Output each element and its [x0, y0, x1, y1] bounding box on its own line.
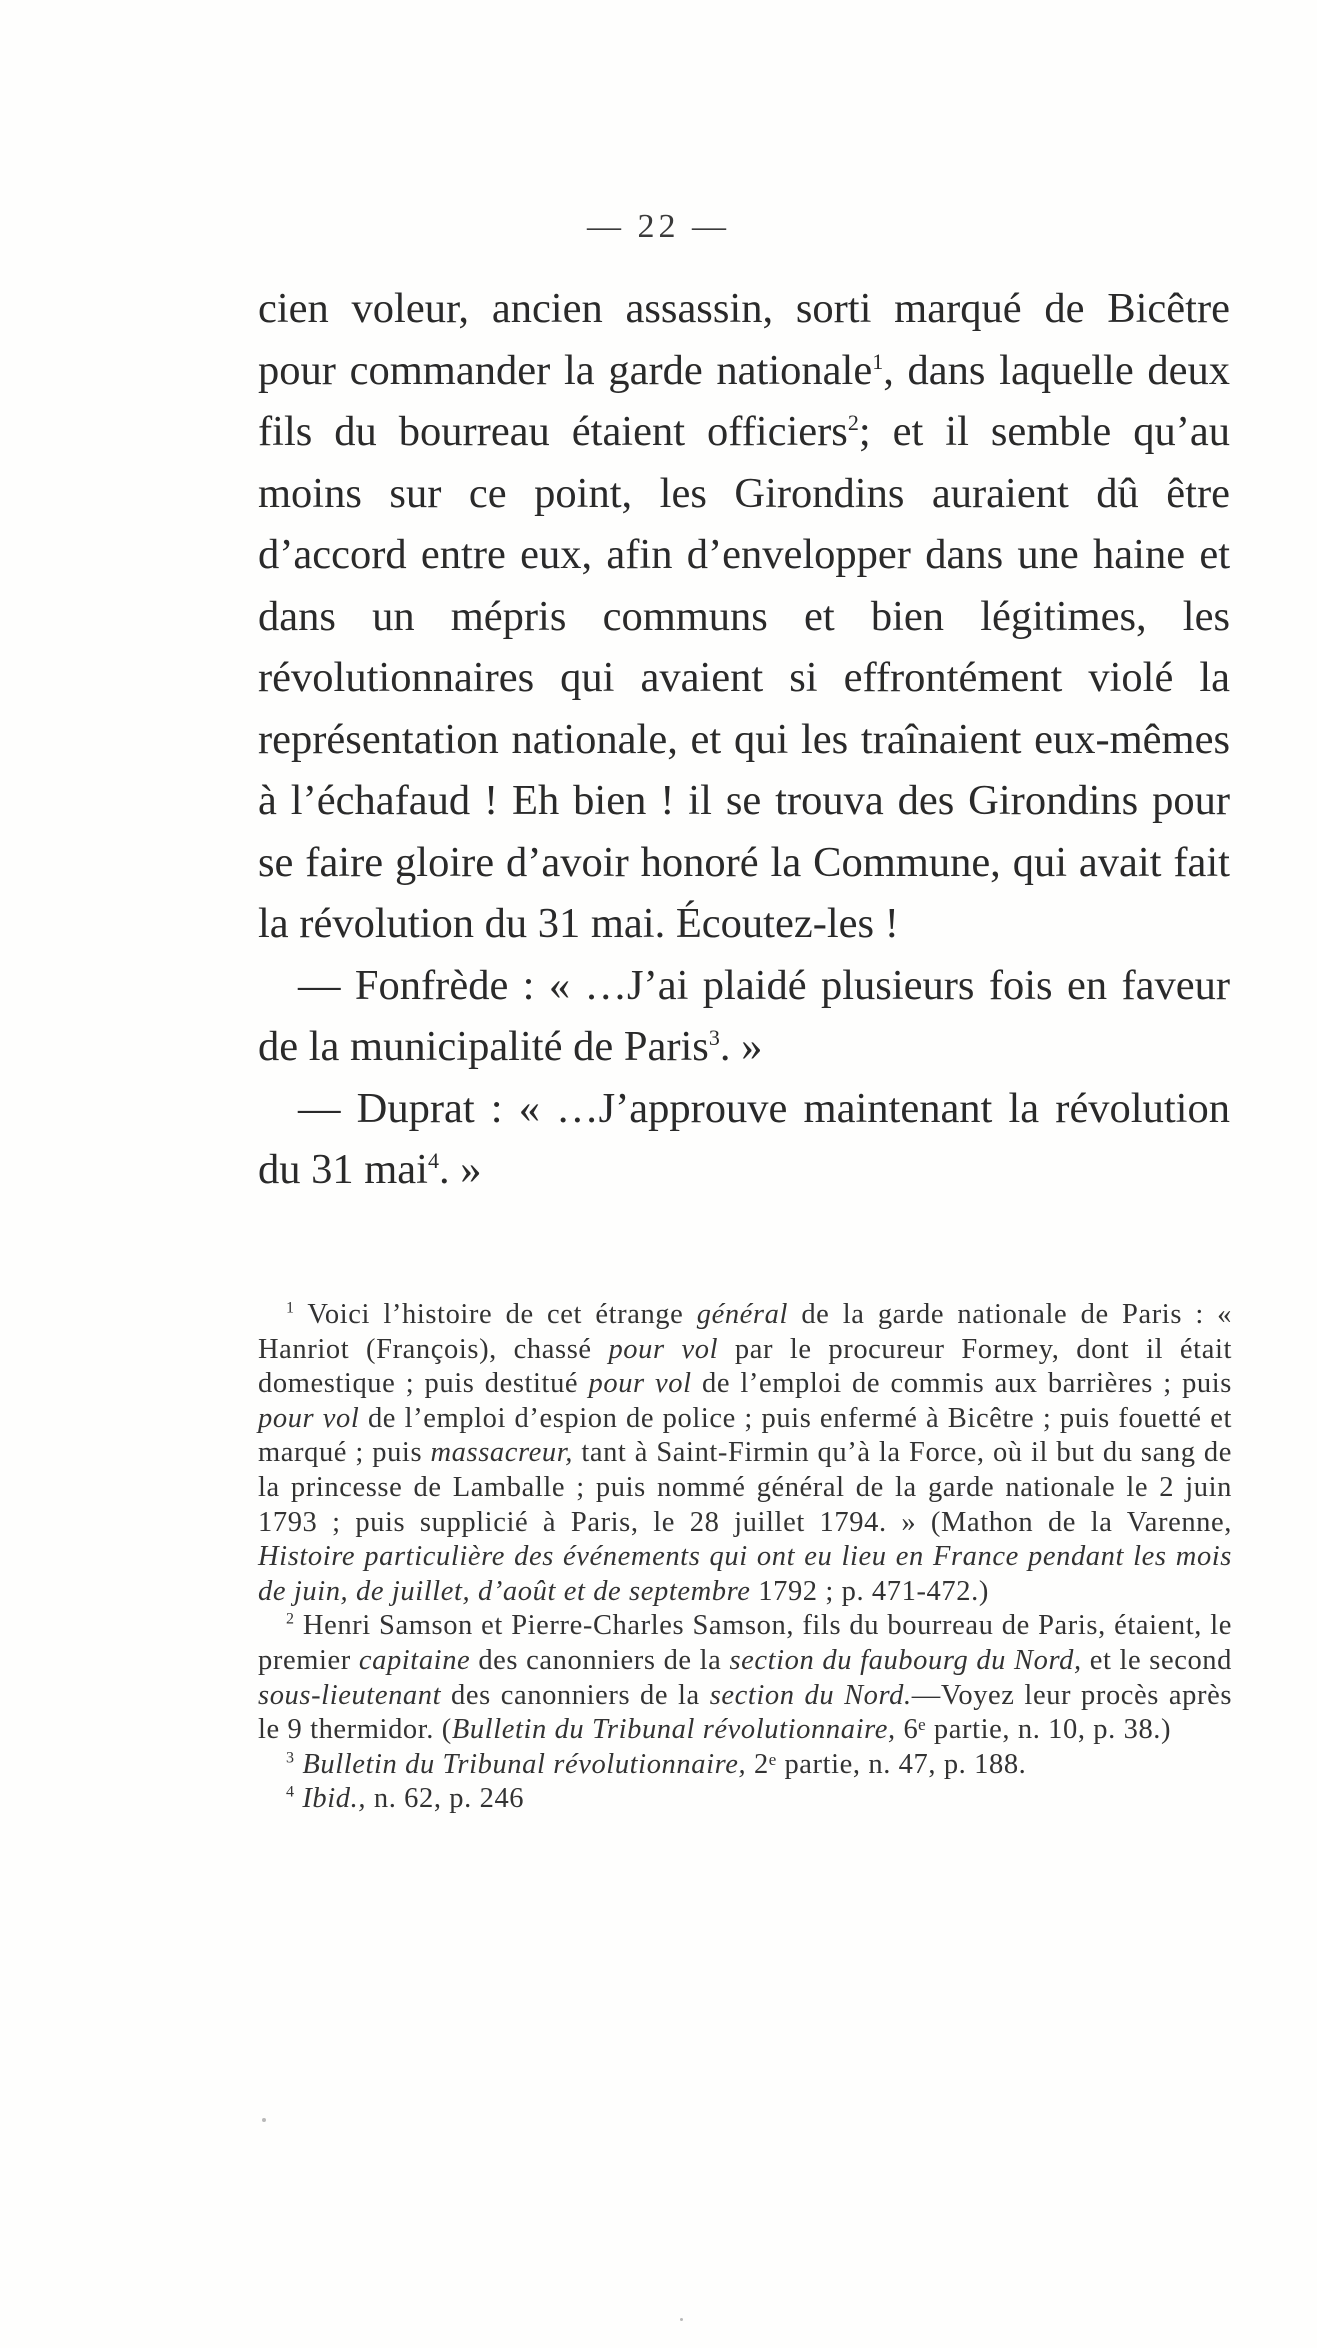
- footnote-text: —Voyez leur procès après le 9 thermidor. (: [258, 1679, 1233, 1746]
- footnote-text: des canonniers de la: [451, 1679, 700, 1711]
- footnote-italic: Bulletin du Tribunal révolutionnaire,: [302, 1748, 747, 1780]
- footnote-italic: pour vol: [258, 1402, 360, 1434]
- quote-text: . »: [719, 1023, 763, 1070]
- footnote-text: de la garde nationale de Paris : « Hanriot (François), chassé: [258, 1299, 1233, 1365]
- footnote-italic: général: [696, 1299, 788, 1330]
- footnote-italic: capitaine: [358, 1644, 471, 1676]
- footnote-text: de l’emploi de commis aux barrières ; puis: [701, 1368, 1232, 1400]
- paper-speck: [262, 2118, 266, 2122]
- footnotes: [258, 1298, 1232, 1817]
- footnote-text: 6ᵉ partie, n. 10, p. 38.): [903, 1714, 1172, 1746]
- footnote-mark: 2: [286, 1610, 295, 1628]
- footnote-2: [258, 1609, 1232, 1747]
- footnote-text: et le second: [1089, 1644, 1232, 1676]
- footnote-mark: 4: [286, 1783, 295, 1801]
- footnote-text: de l’emploi d’espion de police ; puis enfermé à Bicêtre ; puis fouetté et marqué ; puis: [258, 1402, 1232, 1469]
- footnote-text: tant à Saint-Firmin qu’à la Force, où il but du sang de la princesse de Lamballe ; puis nommé général de la garde nationale le 2 juin 1793 ; puis supplicié à Paris, le 28 juillet 1794. » (Mathon de la Varenne,: [258, 1437, 1232, 1538]
- paragraph-text: , dans laquelle deux fils du bourreau étaient officiers: [258, 346, 1231, 455]
- footnote-ref: 4: [427, 1147, 439, 1173]
- paragraph-text: cien voleur, ancien assassin, sorti marqué de Bicêtre pour commander la garde nationale: [258, 285, 1230, 394]
- footnote-text: des canonniers de la: [478, 1644, 722, 1676]
- paragraph: [258, 278, 1230, 955]
- footnote-ref: 3: [708, 1024, 720, 1050]
- quote-text: . »: [438, 1146, 482, 1193]
- quote-duprat: [258, 1078, 1230, 1201]
- footnote-ref: 2: [847, 409, 859, 435]
- footnote-italic: Bulletin du Tribunal révolutionnaire,: [451, 1714, 896, 1746]
- footnote-italic: sous-lieutenant: [258, 1679, 442, 1711]
- footnote-text: 2ᵉ partie, n. 47, p. 188.: [753, 1748, 1027, 1780]
- paragraph-text: ; et il semble qu’au moins sur ce point, les Girondins auraient dû être d’accord entre eux, afin d’envelopper dans une haine et dans un mépris communs et bien légitimes, les révolutionnaires qui avaient si effrontément violé la représentation nationale, et qui les traînaient eux-mêmes à l’échafaud ! Eh bien ! il se trouva des Girondins pour se faire gloire d’avoir honoré la Commune, qui avait fait la révolution du 31 mai. Écoutez-les !: [258, 408, 1230, 947]
- footnote-3: [258, 1748, 1232, 1783]
- footnote-ref: 1: [872, 348, 884, 374]
- footnote-italic: massacreur,: [430, 1437, 573, 1469]
- footnote-italic: pour vol: [608, 1333, 719, 1365]
- footnote-mark: 3: [286, 1749, 295, 1767]
- footnote-text: par le procureur Formey, dont il était domestique ; puis destitué: [258, 1333, 1232, 1400]
- page-number: — 22 —: [587, 208, 730, 245]
- footnote-italic: Ibid.,: [302, 1783, 367, 1815]
- quote-fonfrede: [258, 955, 1230, 1078]
- quote-text: — Duprat : « …J’approuve maintenant la révolution du 31 mai: [258, 1084, 1230, 1193]
- footnote-text: 1792 ; p. 471-472.): [758, 1575, 989, 1607]
- footnote-text: Henri Samson et Pierre-Charles Samson, fils du bourreau de Paris, étaient, le premier: [258, 1610, 1232, 1676]
- footnote-text: Voici l’histoire de cet étrange: [307, 1299, 684, 1330]
- footnote-mark: 1: [286, 1299, 295, 1317]
- main-text: [258, 278, 1230, 1201]
- footnote-italic: Histoire particulière des événements qui ont eu lieu en France pendant les mois de juin, de juillet, d’août et de septembre: [258, 1541, 1232, 1607]
- quote-text: — Fonfrède : « …J’ai plaidé plusieurs fois en faveur de la municipalité de Paris: [258, 961, 1230, 1070]
- footnote-text: n. 62, p. 246: [373, 1783, 525, 1815]
- paper-speck: [680, 2318, 683, 2321]
- footnote-1: [258, 1298, 1232, 1609]
- footnote-italic: pour vol: [588, 1368, 692, 1400]
- footnote-italic: section du faubourg du Nord,: [729, 1644, 1082, 1676]
- footnote-italic: section du Nord.: [709, 1679, 912, 1711]
- footnote-4: [258, 1782, 1232, 1817]
